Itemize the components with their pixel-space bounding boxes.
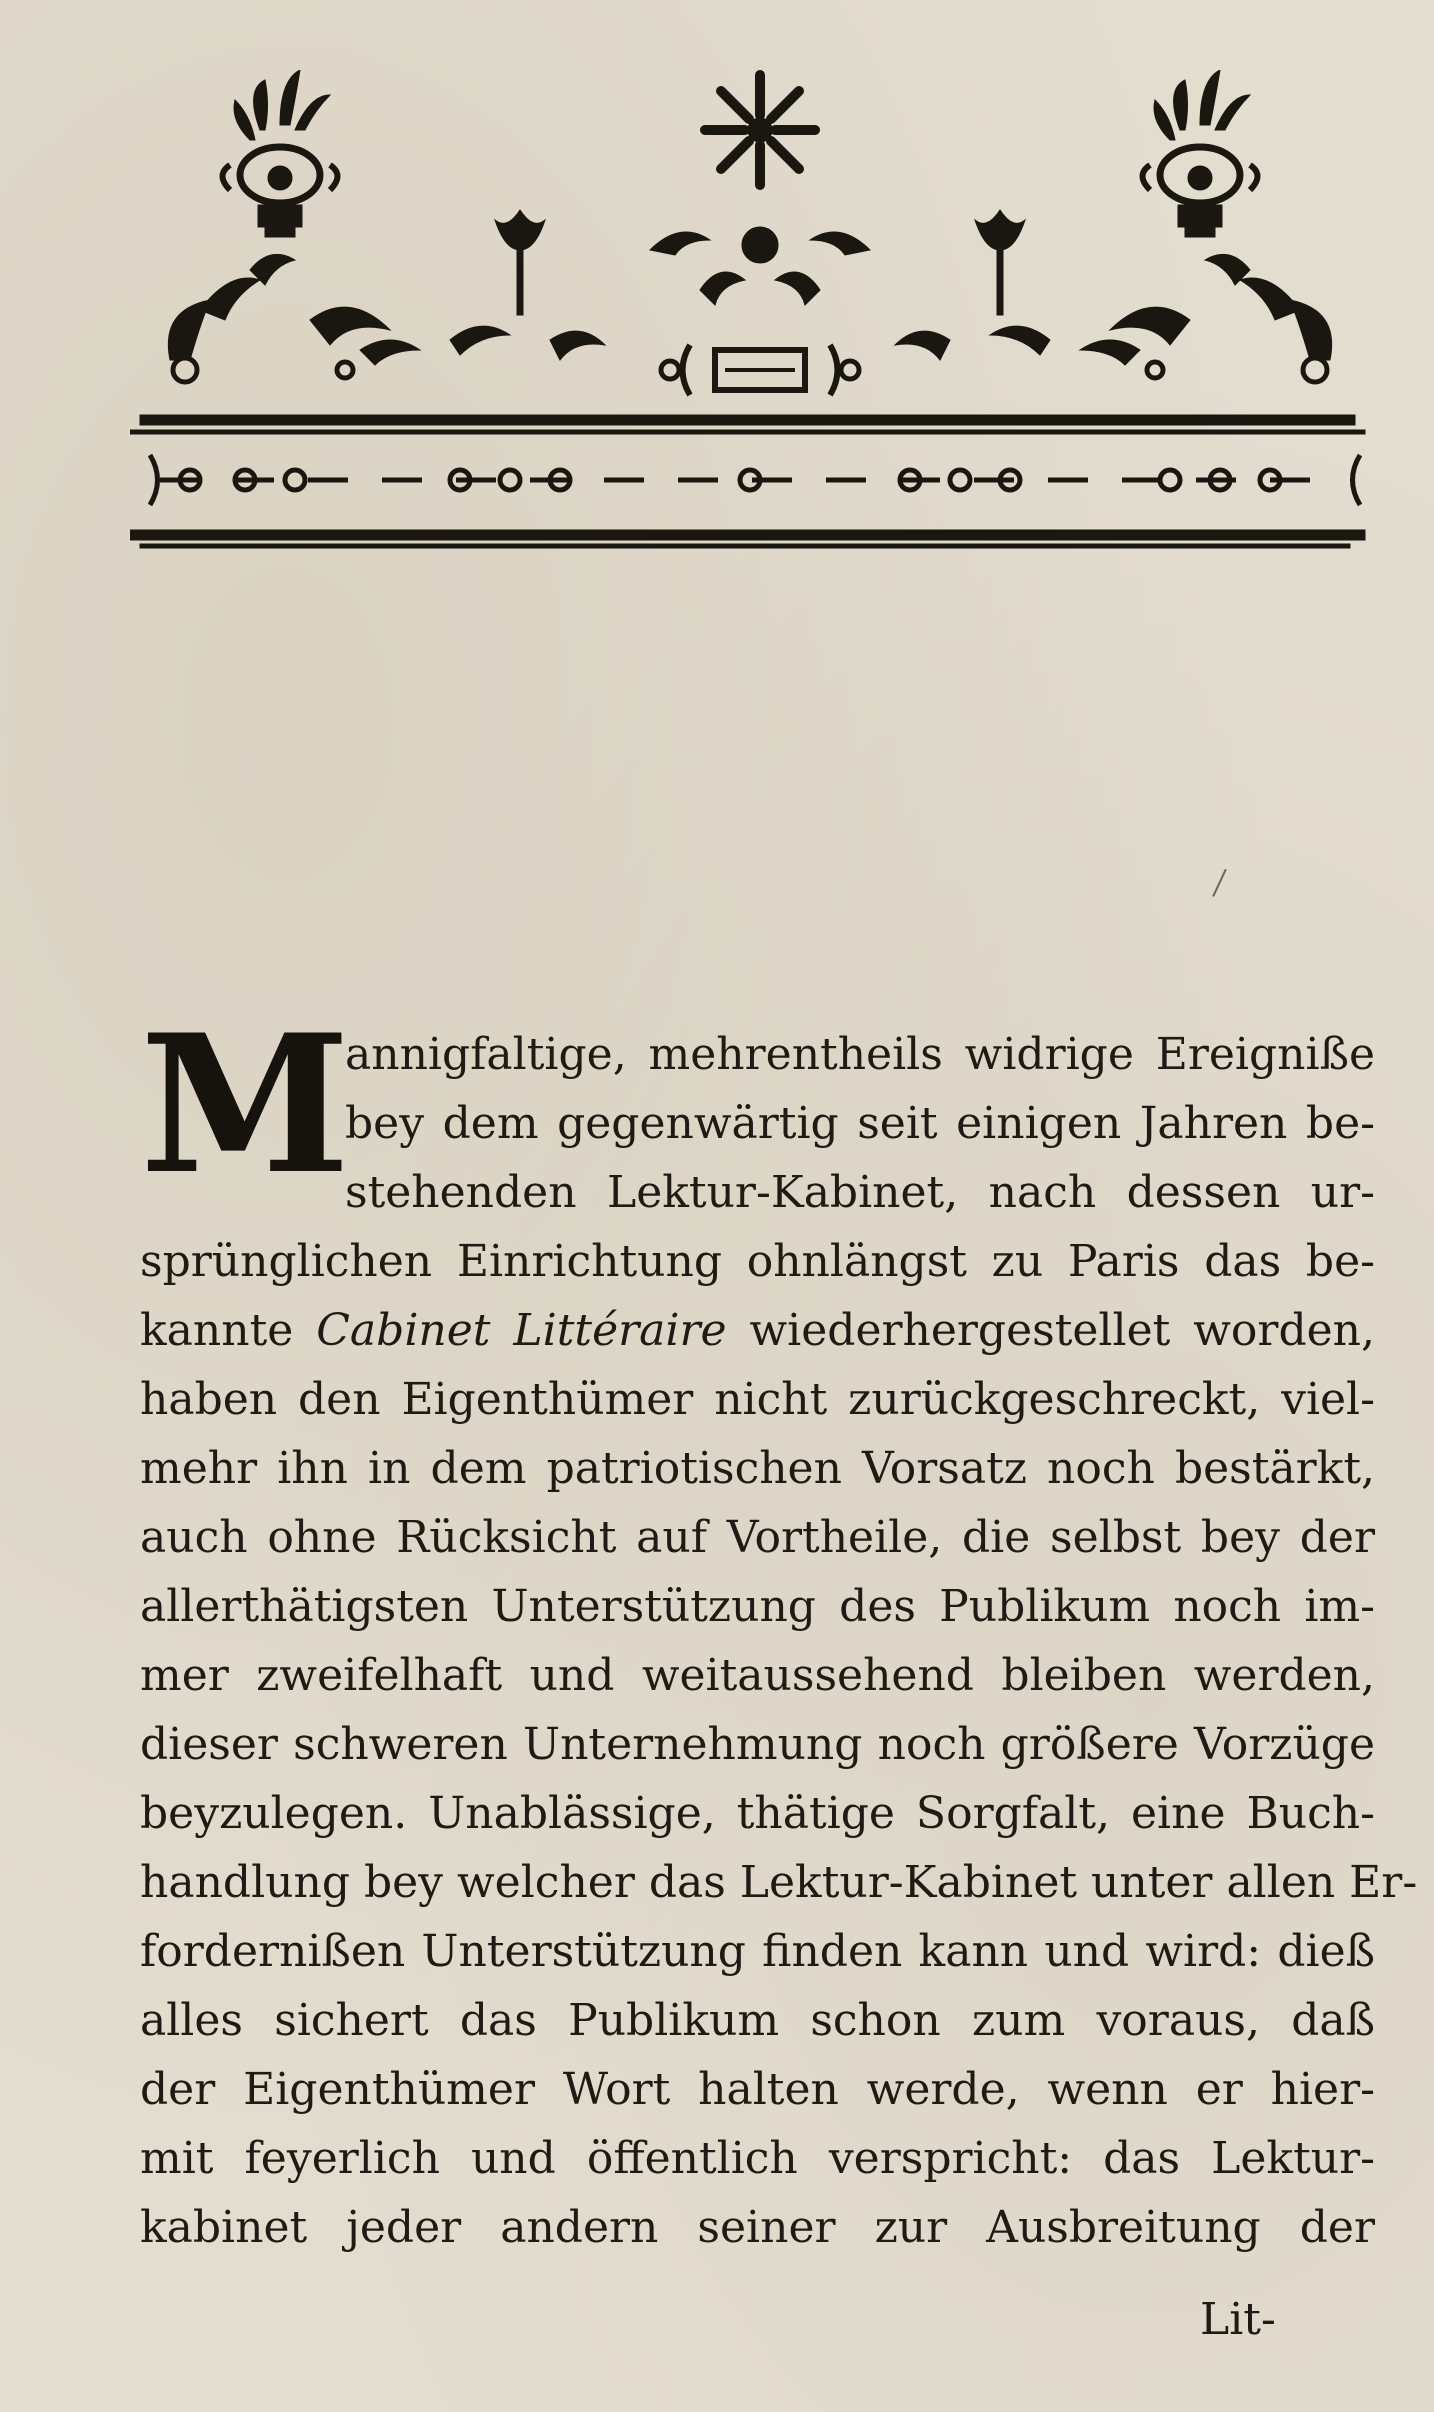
text-line: sprünglichen Einrichtung ohnlängst zu Paris das be- xyxy=(140,1236,1375,1287)
text-line-with-italic xyxy=(140,1296,1375,1365)
text-line: fordernißen Unterstützung finden kann und wird: dieß xyxy=(140,1926,1375,1977)
left-foliage-icon xyxy=(168,254,605,382)
right-urn-icon xyxy=(1143,70,1258,237)
tulip-left-icon xyxy=(495,210,545,315)
stray-mark xyxy=(1212,869,1236,901)
right-foliage-icon xyxy=(895,254,1332,382)
text-line: mehr ihn in dem patriotischen Vorsatz noch bestärkt, xyxy=(140,1443,1375,1494)
text-line: bey dem gegenwärtig seit einigen Jahren be- xyxy=(345,1098,1375,1149)
text-segment: kannte xyxy=(140,1305,294,1356)
text-line: allerthätigsten Unterstützung des Publikum noch im- xyxy=(140,1581,1375,1632)
text-line: dieser schweren Unternehmung noch größere Vorzüge xyxy=(140,1719,1375,1770)
text-line: stehenden Lektur-Kabinet, nach dessen ur- xyxy=(345,1167,1375,1218)
center-foliage-icon xyxy=(650,227,870,305)
tulip-right-icon xyxy=(975,210,1025,315)
text-line: handlung bey welcher das Lektur-Kabinet unter allen Er- xyxy=(140,1857,1418,1908)
text-line: annigfaltige, mehrentheils widrige Ereigniße xyxy=(345,1029,1375,1080)
catchword: Lit- xyxy=(1200,2294,1276,2345)
drop-cap: M xyxy=(140,993,351,1216)
text-line: haben den Eigenthümer nicht zurückgeschreckt, viel- xyxy=(140,1374,1375,1425)
left-urn-icon xyxy=(223,70,338,237)
sunburst-icon xyxy=(705,75,815,185)
chain-border xyxy=(150,455,1360,505)
body-text xyxy=(140,993,1418,2262)
text-line: mit feyerlich und öffentlich verspricht: das Lektur- xyxy=(140,2133,1375,2184)
ornament-headpiece xyxy=(130,70,1370,550)
cartouche-icon xyxy=(661,345,859,395)
text-segment: wiederhergestellet worden, xyxy=(749,1305,1375,1356)
text-line: auch ohne Rücksicht auf Vortheile, die selbst bey der xyxy=(140,1512,1375,1563)
text-line: mer zweifelhaft und weitaussehend bleiben werden, xyxy=(140,1650,1375,1701)
text-line: kabinet jeder andern seiner zur Ausbreitung der xyxy=(140,2202,1375,2253)
text-line: beyzulegen. Unablässige, thätige Sorgfalt, eine Buch- xyxy=(140,1788,1375,1839)
text-line: alles sichert das Publikum schon zum voraus, daß xyxy=(140,1995,1375,2046)
italic-title: Cabinet Littéraire xyxy=(316,1305,727,1356)
text-line: der Eigenthümer Wort halten werde, wenn er hier- xyxy=(140,2064,1375,2115)
